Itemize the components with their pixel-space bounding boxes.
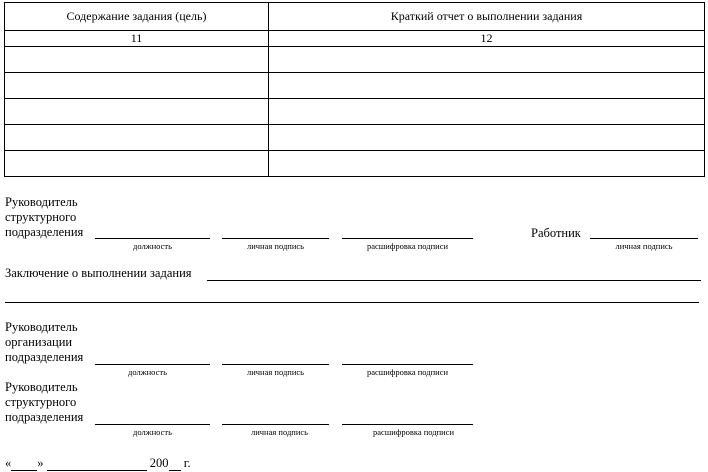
task-table bbox=[4, 2, 705, 177]
block1-title-line: подразделения bbox=[5, 225, 84, 239]
block3-position-caption: должность bbox=[133, 427, 172, 437]
block3-decoding-caption: расшифровка подписи bbox=[372, 427, 455, 437]
block2-position-line[interactable] bbox=[95, 364, 210, 365]
conclusion-line-1[interactable] bbox=[207, 280, 701, 281]
table-cell[interactable] bbox=[269, 47, 705, 73]
date-year-blank[interactable] bbox=[169, 458, 181, 471]
block2-title-line: Руководитель bbox=[5, 320, 78, 334]
date-line bbox=[5, 456, 191, 471]
column-number-12: 12 bbox=[269, 31, 705, 47]
block2-title-line: организации bbox=[5, 335, 73, 349]
block1-decoding-caption: расшифровка подписи bbox=[366, 241, 449, 251]
block3-signature-caption: личная подпись bbox=[250, 427, 309, 437]
conclusion-label: Заключение о выполнении задания bbox=[5, 266, 192, 280]
date-open-quote: « bbox=[5, 456, 12, 470]
table-row bbox=[5, 73, 705, 99]
block1-signature-line[interactable] bbox=[222, 238, 329, 239]
block1-title-line: Руководитель bbox=[5, 195, 78, 209]
column-number-11: 11 bbox=[5, 31, 269, 47]
block2-position-caption: должность bbox=[128, 367, 167, 377]
table-cell[interactable] bbox=[5, 73, 269, 99]
table-cell[interactable] bbox=[269, 151, 705, 177]
block3-title-line: подразделения bbox=[5, 410, 84, 424]
block1-position-line[interactable] bbox=[95, 238, 210, 239]
date-close-quote: » bbox=[37, 456, 44, 470]
worker-label: Работник bbox=[531, 226, 581, 240]
block3-position-line[interactable] bbox=[95, 424, 210, 425]
block1-position-caption: должность bbox=[133, 241, 172, 251]
block3-title bbox=[5, 380, 83, 425]
block2-signature-caption: личная подпись bbox=[246, 367, 305, 377]
table-cell[interactable] bbox=[5, 151, 269, 177]
table-cell[interactable] bbox=[269, 99, 705, 125]
table-cell[interactable] bbox=[269, 73, 705, 99]
conclusion-line-2[interactable] bbox=[5, 302, 699, 303]
block1-signature-caption: личная подпись bbox=[246, 241, 305, 251]
table-row bbox=[5, 47, 705, 73]
table-row bbox=[5, 125, 705, 151]
table-cell[interactable] bbox=[269, 125, 705, 151]
block2-decoding-caption: расшифровка подписи bbox=[366, 367, 449, 377]
date-month-blank[interactable] bbox=[47, 458, 147, 471]
block2-signature-line[interactable] bbox=[222, 364, 329, 365]
block3-signature-line[interactable] bbox=[222, 424, 329, 425]
date-year-suffix: г. bbox=[183, 456, 191, 470]
block1-title-line: структурного bbox=[5, 210, 77, 224]
table-cell[interactable] bbox=[5, 47, 269, 73]
header-task-report: Краткий отчет о выполнении задания bbox=[269, 3, 705, 31]
block3-decoding-line[interactable] bbox=[342, 424, 473, 425]
worker-signature-caption: личная подпись bbox=[615, 241, 673, 251]
date-year-prefix: 200 bbox=[149, 456, 169, 470]
table-row bbox=[5, 151, 705, 177]
table-cell[interactable] bbox=[5, 125, 269, 151]
block2-decoding-line[interactable] bbox=[342, 364, 473, 365]
block3-title-line: структурного bbox=[5, 395, 77, 409]
block2-title bbox=[5, 320, 83, 365]
date-day-blank[interactable] bbox=[11, 458, 37, 471]
block3-title-line: Руководитель bbox=[5, 380, 78, 394]
table-cell[interactable] bbox=[5, 99, 269, 125]
table-header-row bbox=[5, 3, 705, 31]
block1-title bbox=[5, 195, 83, 240]
worker-signature-line[interactable] bbox=[590, 238, 698, 239]
block2-title-line: подразделения bbox=[5, 350, 84, 364]
header-task-content: Содержание задания (цель) bbox=[5, 3, 269, 31]
block1-decoding-line[interactable] bbox=[342, 238, 473, 239]
table-row bbox=[5, 99, 705, 125]
table-number-row bbox=[5, 31, 705, 47]
